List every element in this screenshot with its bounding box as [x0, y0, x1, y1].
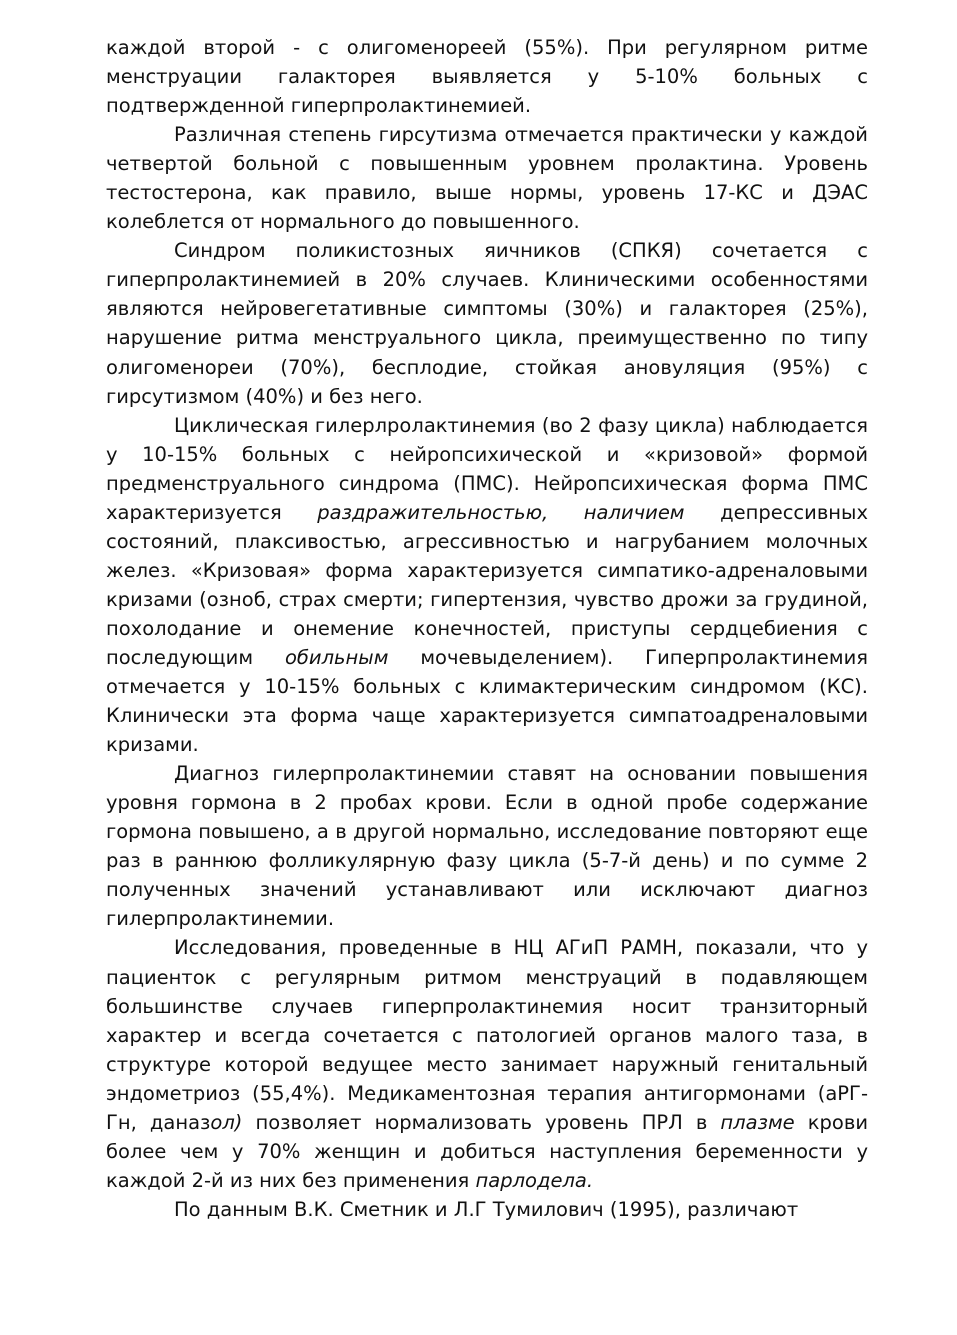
text-run: депрессивных состояний, плаксивостью, агрессивностью и нагрубанием молочных желез. «Кризовая» форма характеризуется симпатико-адреналовыми кризами (озноб, страх смерти; гипертензия, чувство дрожи за грудиной, похолодание и онемение конечностей, приступы сердцебиения с последующим	[106, 500, 868, 669]
paragraph	[106, 33, 868, 120]
text-run: мочевыделением). Гиперпролактинемия отмечается у 10-15% больных с климактерическим синдромом (КС). Клинически эта форма чаще характеризуется симпатоадреналовыми кризами.	[106, 645, 869, 757]
text-run: Синдром поликистозных яичников (СПКЯ) сочетается с гиперпролактинемией в 20% случаев. Клиническими особенностями являются нейровегетативные симптомы (30%) и галакторея (25%), нарушение ритма менструального цикла, преимущественно по типу олигоменореи (70%), бесплодие, стойкая ановуляция (95%) с гирсутизмом (40%) и без него.	[106, 239, 868, 408]
text-run: По данным В.К. Сметник и Л.Г Тумилович (1995), различают	[174, 1197, 799, 1221]
paragraph	[106, 933, 868, 1194]
text-run: крови более чем у 70% женщин и добиться наступления беременности у каждой 2-й из них без применения	[106, 1110, 868, 1192]
italic-text: обильным	[284, 645, 389, 669]
italic-text: парлодела.	[475, 1168, 594, 1192]
text-run: Исследования, проведенные в НЦ АГиП РАМН, показали, что у пациенток с регулярным ритмом менструаций в подавляющем большинстве случаев гиперпролактинемия носит транзиторный характер и всегда сочетается с патологией органов малого таза, в структуре которой ведущее место занимает наружный генитальный эндометриоз (55,4%). Медикаментозная терапия антигормонами (аРГ-Гн, даназ	[106, 936, 868, 1134]
text-run: позволяет нормализовать уровень ПРЛ в	[242, 1110, 721, 1134]
paragraph	[106, 236, 868, 410]
text-run: Диагноз гилерпролактинемии ставят на основании повышения уровня гормона в 2 пробах крови. Если в одной пробе содержание гормона повышено, а в другой нормально, исследование повторяют еще раз в раннюю фолликулярную фазу цикла (5-7-й день) и по сумме 2 полученных значений устанавливают или исключают диагноз гилерпролактинемии.	[106, 762, 868, 931]
text-run: Циклическая гилерлролактинемия (во 2 фазу цикла) наблюдается у 10-15% больных с нейропсихической и «кризовой» формой предменструального синдрома (ПМС). Нейропсихическая форма ПМС характеризуется	[106, 413, 868, 524]
italic-text: раздражительностью, наличием	[317, 500, 685, 524]
paragraph	[106, 759, 868, 933]
italic-text: плазме	[720, 1110, 795, 1134]
text-run: каждой второй - с олигоменореей (55%). При регулярном ритме менструации галакторея выявляется у 5-10% больных с подтвержденной гиперпролактинемией.	[106, 36, 868, 118]
text-run: Различная степень гирсутизма отмечается практически у каждой четвертой больной с повышенным уровнем пролактина. Уровень тестостерона, как правило, выше нормы, уровень 17-КС и ДЭАС колеблется от нормального до повышенного.	[106, 123, 868, 234]
paragraph	[106, 1195, 868, 1224]
paragraph	[106, 120, 868, 236]
body-text	[106, 33, 868, 1224]
italic-text: ол)	[210, 1110, 243, 1134]
paragraph	[106, 411, 868, 760]
